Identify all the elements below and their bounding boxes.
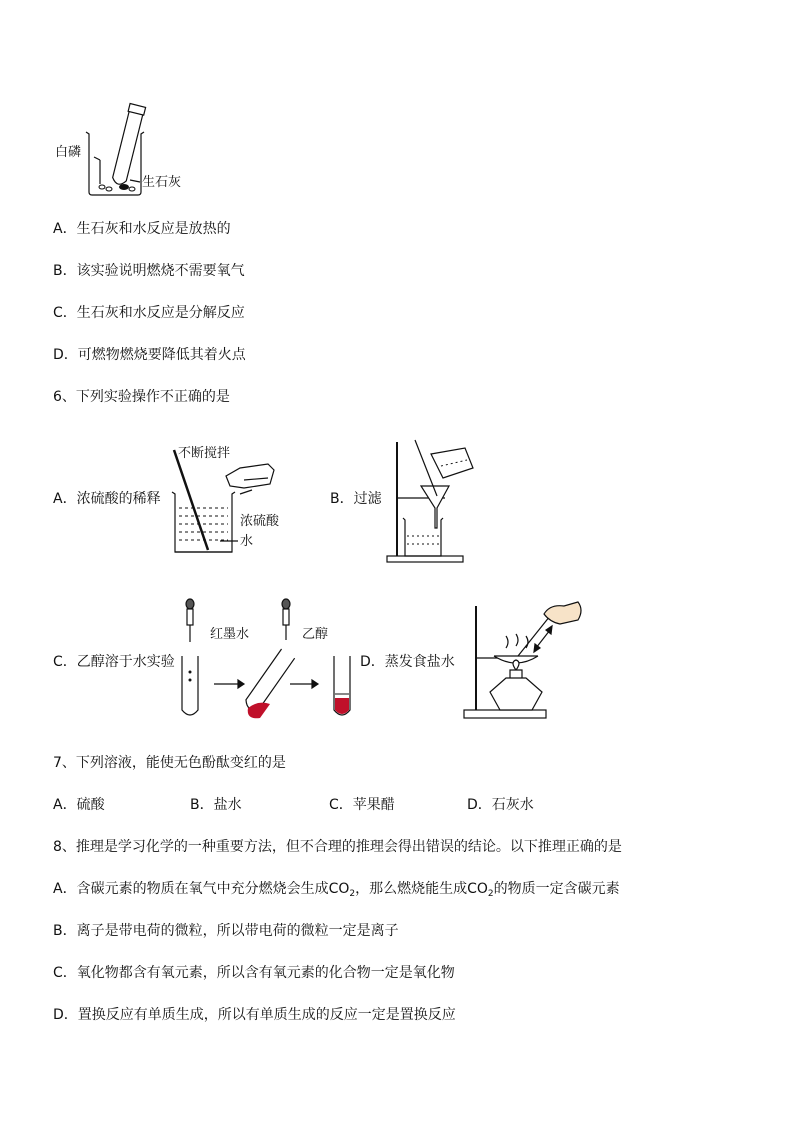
white-phosphorus-label: 白磷 [55, 145, 82, 160]
filtration-figure [385, 438, 485, 568]
evaporation-figure [460, 600, 590, 730]
q6-stem: 6、下列实验操作不正确的是 [53, 389, 230, 405]
q8-option-a [53, 880, 620, 903]
q8-option-c: C．氧化物都含有氧元素，所以含有氧元素的化合物一定是氧化物 [53, 965, 455, 981]
red-ink-label: 红墨水 [210, 627, 250, 642]
q6-option-d-label: D．蒸发食盐水 [360, 654, 455, 670]
q8-option-a-part1: A．含碳元素的物质在氧气中充分燃烧会生成CO [53, 881, 350, 897]
q7-option-b: B．盐水 [190, 797, 242, 813]
ethanol-water-figure [178, 596, 358, 726]
q8-option-b: B．离子是带电荷的微粒，所以带电荷的微粒一定是离子 [53, 923, 399, 939]
q8-option-d: D．置换反应有单质生成，所以有单质生成的反应一定是置换反应 [53, 1007, 456, 1023]
co2-subscript-1: 2 [349, 889, 356, 899]
q5-option-c: C．生石灰和水反应是分解反应 [53, 305, 245, 321]
q7-option-c: C．苹果醋 [329, 797, 395, 813]
q7-stem: 7、下列溶液，能使无色酚酞变红的是 [53, 755, 286, 771]
q5-option-d: D．可燃物燃烧要降低其着火点 [53, 347, 246, 363]
stir-label: 不断搅拌 [178, 446, 231, 461]
q5-option-b: B．该实验说明燃烧不需要氧气 [53, 263, 245, 279]
q8-option-a-part3: 的物质一定含碳元素 [493, 881, 620, 897]
acid-dilution-figure [160, 448, 300, 558]
q6-option-b-label: B．过滤 [330, 491, 382, 507]
q6-option-a-label: A．浓硫酸的稀释 [53, 491, 161, 507]
water-label: 水 [240, 534, 254, 549]
q7-option-d: D．石灰水 [467, 797, 534, 813]
q8-stem: 8、推理是学习化学的一种重要方法，但不合理的推理会得出错误的结论。以下推理正确的是 [53, 839, 622, 855]
q5-option-a: A．生石灰和水反应是放热的 [53, 221, 231, 237]
q8-option-a-part2: ，那么燃烧能生成CO [355, 881, 488, 897]
q6-option-c-label: C．乙醇溶于水实验 [53, 654, 175, 670]
co2-subscript-2: 2 [487, 889, 494, 899]
conc-acid-label: 浓硫酸 [240, 514, 280, 529]
quicklime-label: 生石灰 [142, 175, 182, 190]
q7-option-a: A．硫酸 [53, 797, 105, 813]
ethanol-label: 乙醇 [302, 627, 329, 642]
